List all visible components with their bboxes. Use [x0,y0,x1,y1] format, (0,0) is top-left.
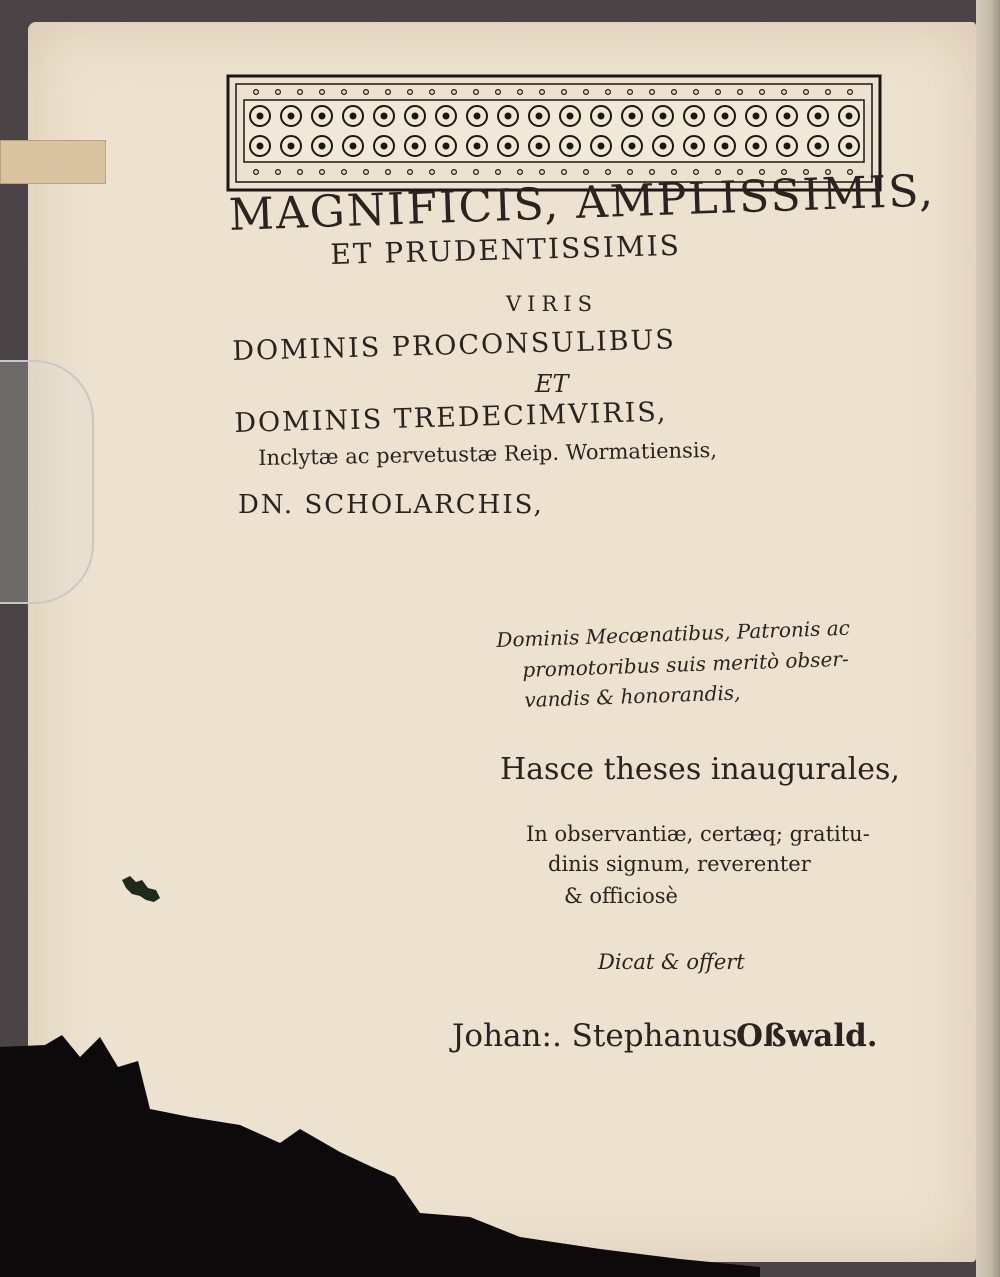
rosette-dot [350,113,357,120]
patrons-line-1: Dominis Mecœnatibus, Patronis ac [496,615,851,652]
rosette-dot [691,113,698,120]
observance-line-3: & officiosè [564,884,678,908]
dedication-line-1: MAGNIFICIS, AMPLISSIMIS, [228,165,936,241]
rosette-dot [598,143,605,150]
rosette-dot [474,143,481,150]
rosette-dot [629,113,636,120]
rosette-dot [381,143,388,150]
rosette-dot [567,143,574,150]
dedication-line-2: ET PRUDENTISSIMIS [330,228,682,271]
rosette-dot [846,143,853,150]
rosette-dot [257,143,264,150]
dedication-line-3: VIRIS [506,292,598,316]
rosette-dot [474,113,481,120]
rosette-dot [784,113,791,120]
theses-line: Hasce theses inaugurales, [500,752,900,787]
author-given-name: Johan:. Stephanus [452,1018,738,1054]
patrons-line-2: promotoribus suis meritò obser- [522,646,850,682]
rosette-dot [257,113,264,120]
author-surname: Oßwald. [736,1018,878,1054]
torn-corner [0,1017,760,1277]
dedication-line-5: ET [535,370,569,398]
rosette-dot [288,113,295,120]
rosette-dot [815,113,822,120]
rosette-dot [412,113,419,120]
dedication-line-6: DOMINIS TREDECIMVIRIS, [234,396,668,439]
rosette-dot [753,113,760,120]
binding-gutter [976,0,1000,1277]
rosette-dot [505,113,512,120]
rosette-dot [319,113,326,120]
rosette-dot [753,143,760,150]
dedication-line-8: DN. SCHOLARCHIS, [238,490,544,520]
observance-line-2: dinis signum, reverenter [548,852,811,876]
rosette-dot [815,143,822,150]
dedication-line-7: Inclytæ ac pervetustæ Reip. Wormatiensis, [258,437,718,470]
rosette-dot [505,143,512,150]
dicat-line: Dicat & offert [598,950,745,974]
rosette-dot [567,113,574,120]
page-tab [0,140,106,184]
rosette-dot [629,143,636,150]
ink-blot [118,872,164,908]
rosette-dot [536,113,543,120]
rosette-dot [784,143,791,150]
rosette-dot [319,143,326,150]
rosette-dot [350,143,357,150]
patrons-line-3: vandis & honorandis, [524,680,741,712]
rosette-dot [598,113,605,120]
rosette-dot [443,143,450,150]
rosette-dot [660,113,667,120]
rosette-dot [381,113,388,120]
rosette-dot [722,143,729,150]
rosette-dot [536,143,543,150]
rosette-dot [288,143,295,150]
rosette-dot [691,143,698,150]
observance-line-1: In observantiæ, certæq; gratitu- [526,822,870,846]
rosette-dot [722,113,729,120]
rosette-dot [412,143,419,150]
dedication-line-4: DOMINIS PROCONSULIBUS [232,324,677,367]
paper-clip [0,360,94,604]
rosette-dot [846,113,853,120]
rosette-dot [660,143,667,150]
rosette-dot [443,113,450,120]
